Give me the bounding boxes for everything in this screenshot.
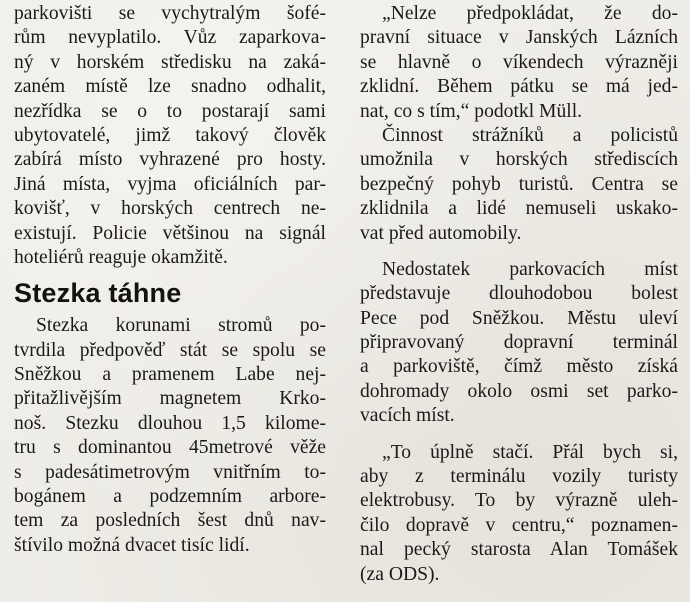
text-line: Pece pod Sněžkou. Městu uleví	[360, 307, 678, 329]
text-line: představuje dlouhodobou bolest	[360, 283, 678, 305]
paragraph-gap	[360, 246, 678, 258]
text-line: ný v horském středisku na zaká-	[14, 51, 326, 73]
text-line: hoteliérů reaguje okamžitě.	[14, 246, 228, 268]
right-paragraph-1	[360, 2, 678, 124]
text-line: nal pecký starosta Alan Tomášek	[360, 539, 678, 561]
text-line: Stezka korunami stromů po-	[36, 315, 326, 337]
left-paragraph-1	[14, 2, 326, 270]
text-line: štívilo možná dvacet tisíc lidí.	[14, 534, 250, 556]
text-line: Jiná místa, vyjma oficiálních par-	[14, 173, 326, 195]
left-column	[14, 2, 326, 558]
text-line: bogánem a podzemním arbore-	[14, 486, 326, 508]
column-gutter	[342, 0, 343, 602]
text-line: vacích míst.	[360, 405, 455, 427]
right-paragraph-4	[360, 441, 678, 587]
text-line: zabírá místo vyhrazené pro hosty.	[14, 149, 326, 171]
text-line: rům nevyplatilo. Vůz zaparkova-	[14, 27, 326, 49]
left-paragraph-2	[14, 314, 326, 558]
text-line: bezpečný pohyb turistů. Centra se	[360, 173, 678, 195]
text-line: aby z terminálu vozily turisty	[360, 466, 678, 488]
text-line: Sněžkou a pramenem Labe nej-	[14, 364, 326, 386]
paragraph-gap	[360, 429, 678, 441]
text-line: noš. Stezku dlouhou 1,5 kilome-	[14, 412, 326, 434]
text-line: čilo dopravě v centru,“ poznamen-	[360, 514, 678, 536]
text-line: s padesátimetrovým vnitřním to-	[14, 461, 326, 483]
text-line: a parkoviště, čímž město získá	[360, 356, 678, 378]
text-line: parkovišti se vychytralým šofé-	[14, 3, 326, 24]
text-line: dohromady okolo osmi set parko-	[360, 380, 678, 402]
text-line: kovišť, v horských centrech ne-	[14, 198, 326, 220]
right-paragraph-3	[360, 258, 678, 429]
section-heading: Stezka táhne	[14, 278, 182, 309]
text-line: „To úplně stačí. Přál bych si,	[382, 441, 678, 463]
text-line: umožnila v horských střediscích	[360, 149, 678, 171]
text-line: existují. Policie většinou na signál	[14, 222, 326, 244]
text-line: zklidnila a lidé nemuseli uskako-	[360, 198, 678, 220]
text-line: tem za posledních šest dnů nav-	[14, 510, 326, 532]
right-paragraph-2	[360, 124, 678, 246]
text-line: ubytovatelé, jimž takový člověk	[14, 124, 326, 146]
text-line: tvrdila předpověď stát se spolu se	[14, 339, 326, 361]
text-line: se hlavně o víkendech výrazněji	[360, 51, 678, 73]
text-line: (za ODS).	[360, 563, 440, 585]
text-line: tru s dominantou 45metrové věže	[14, 437, 326, 459]
text-line: Činnost strážníků a policistů	[382, 124, 678, 146]
text-line: „Nelze předpokládat, že do-	[382, 3, 678, 24]
right-column	[360, 2, 678, 587]
text-line: elektrobusy. To by výrazně uleh-	[360, 490, 678, 512]
text-line: zaném místě lze snadno odhalit,	[14, 76, 326, 98]
text-line: připravovaný dopravní terminál	[360, 332, 678, 354]
text-line: nezřídka se o to postarají sami	[14, 100, 326, 122]
text-line: Nedostatek parkovacích míst	[382, 258, 678, 280]
text-line: vat před automobily.	[360, 222, 522, 244]
text-line: nat, co s tím,“ podotkl Müll.	[360, 100, 583, 122]
text-line: pravní situace v Janských Lázních	[360, 27, 678, 49]
text-line: zklidní. Během pátku se má jed-	[360, 76, 678, 98]
text-line: přitažlivějším magnetem Krko-	[14, 388, 326, 410]
